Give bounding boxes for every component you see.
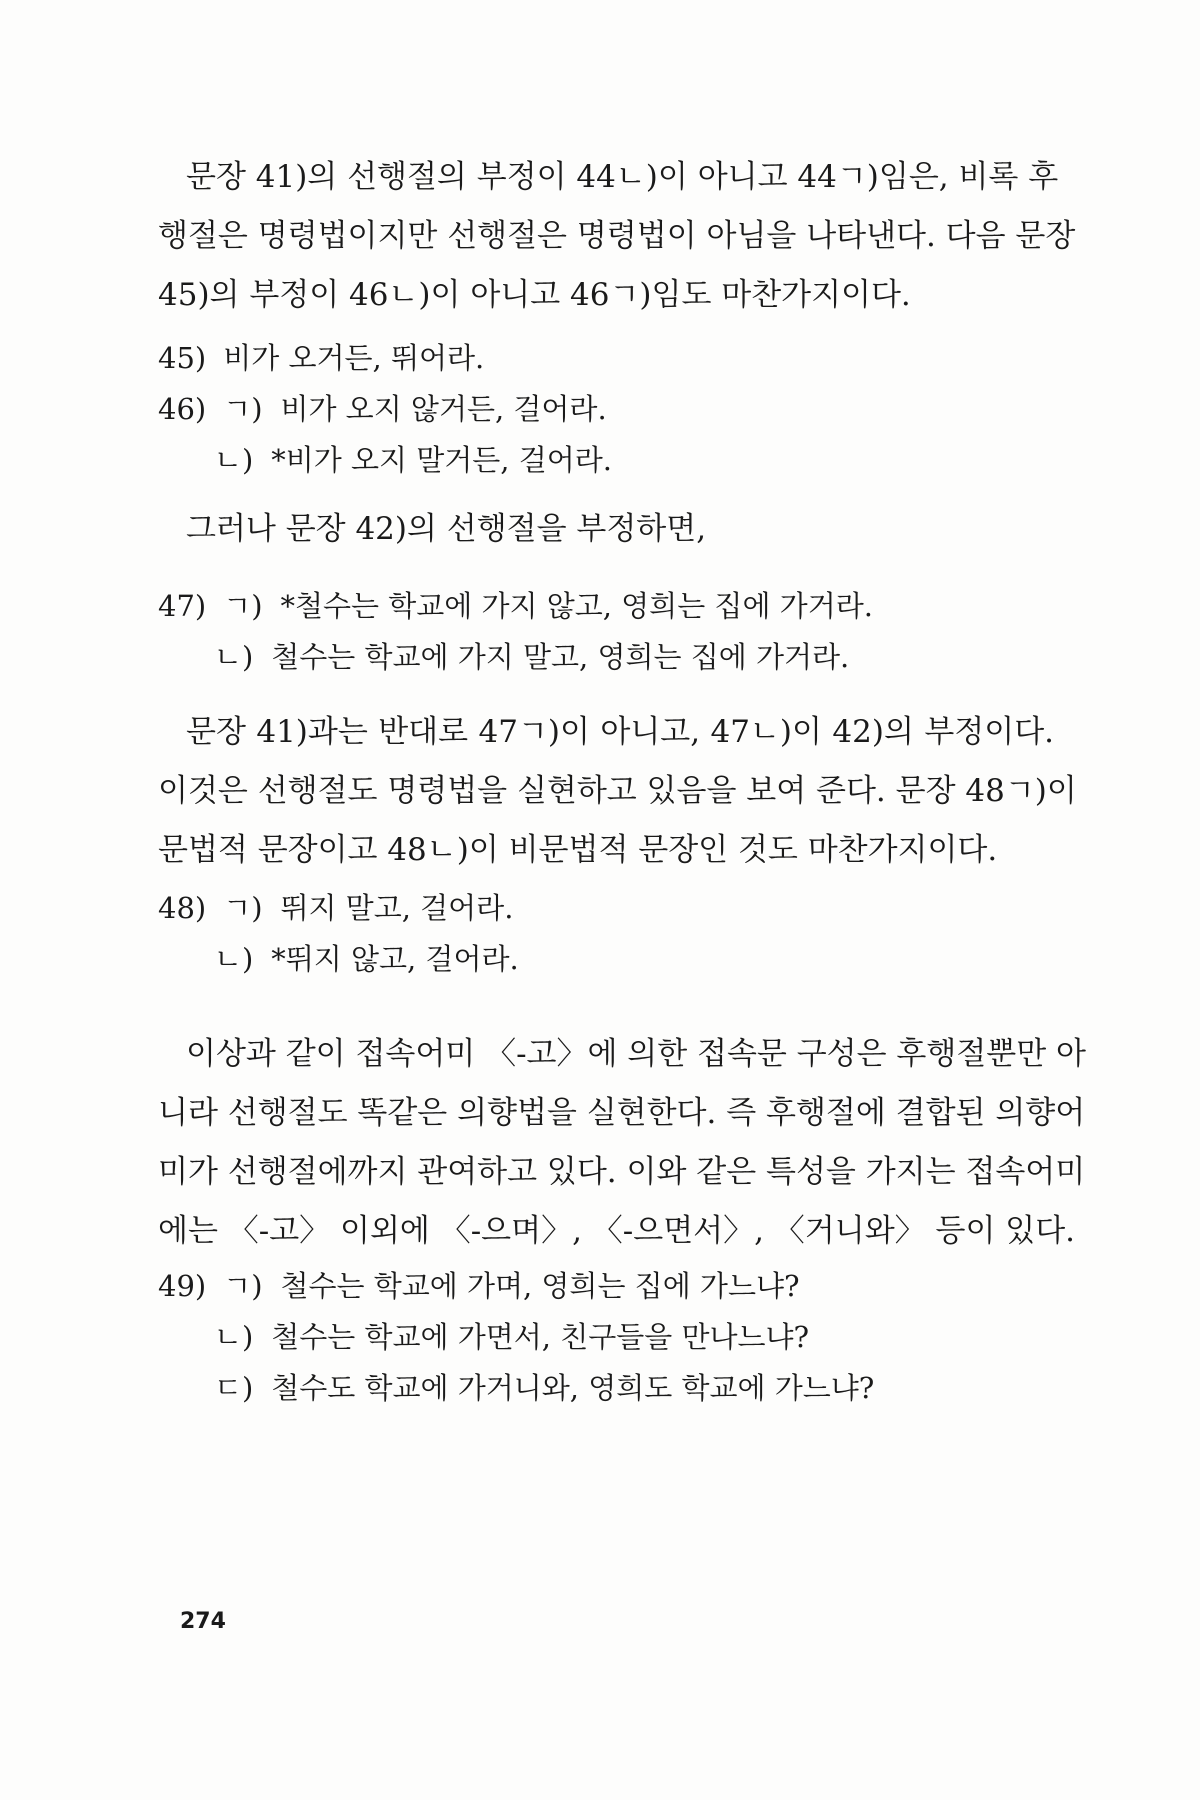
paragraph-2: [158, 500, 1054, 559]
example-marker: ㄱ): [223, 589, 263, 623]
page-number: 274: [180, 1609, 226, 1634]
paragraph-line: 이상과 같이 접속어미 〈-고〉에 의한 접속문 구성은 후행절뿐만 아: [186, 1036, 1086, 1072]
example-45: [158, 333, 484, 384]
example-number: 45): [158, 341, 207, 375]
example-marker: ㄴ): [214, 942, 254, 976]
example-number: 47): [158, 589, 207, 623]
example-number: 46): [158, 392, 207, 426]
example-text: 철수는 학교에 가며, 영희는 집에 가느냐?: [280, 1269, 800, 1303]
paragraph-1: [158, 148, 1076, 325]
example-marker: ㄷ): [214, 1371, 254, 1405]
example-46b: [214, 435, 612, 486]
paragraph-4: [158, 1025, 1086, 1261]
example-text: 철수도 학교에 가거니와, 영희도 학교에 가느냐?: [271, 1371, 875, 1405]
example-marker: ㄴ): [214, 1320, 254, 1354]
paragraph-line: 니라 선행절도 똑같은 의향법을 실현한다. 즉 후행절에 결합된 의향어: [158, 1095, 1086, 1131]
paragraph-line: 행절은 명령법이지만 선행절은 명령법이 아님을 나타낸다. 다음 문장: [158, 218, 1076, 254]
example-text: 뛰지 말고, 걸어라.: [280, 891, 514, 925]
example-46a: [158, 384, 607, 435]
example-49b: [214, 1312, 809, 1363]
example-marker: ㄱ): [223, 891, 263, 925]
example-text: *철수는 학교에 가지 않고, 영희는 집에 가거라.: [280, 589, 873, 623]
paragraph-line: 에는 〈-고〉 이외에 〈-으며〉, 〈-으면서〉, 〈거니와〉 등이 있다.: [158, 1213, 1075, 1249]
example-text: 철수는 학교에 가지 말고, 영희는 집에 가거라.: [271, 640, 850, 674]
example-marker: ㄴ): [214, 640, 254, 674]
paragraph-line: 미가 선행절에까지 관여하고 있다. 이와 같은 특성을 가지는 접속어미: [158, 1154, 1086, 1190]
example-47a: [158, 581, 873, 632]
paragraph-line: 이것은 선행절도 명령법을 실현하고 있음을 보여 준다. 문장 48ㄱ)이: [158, 773, 1077, 809]
example-marker: ㄱ): [223, 392, 263, 426]
example-number: 48): [158, 891, 207, 925]
paragraph-line: 그러나 문장 42)의 선행절을 부정하면,: [186, 511, 707, 547]
paragraph-line: 문장 41)의 선행절의 부정이 44ㄴ)이 아니고 44ㄱ)임은, 비록 후: [186, 159, 1059, 195]
example-marker: ㄱ): [223, 1269, 263, 1303]
example-48b: [214, 934, 519, 985]
example-47b: [214, 632, 849, 683]
example-text: 비가 오거든, 뛰어라.: [223, 341, 485, 375]
paragraph-3: [158, 703, 1077, 880]
paragraph-line: 문법적 문장이고 48ㄴ)이 비문법적 문장인 것도 마찬가지이다.: [158, 832, 998, 868]
example-48a: [158, 883, 513, 934]
paragraph-line: 45)의 부정이 46ㄴ)이 아니고 46ㄱ)임도 마찬가지이다.: [158, 277, 911, 313]
paragraph-line: 문장 41)과는 반대로 47ㄱ)이 아니고, 47ㄴ)이 42)의 부정이다.: [186, 714, 1054, 750]
example-49c: [214, 1363, 874, 1414]
example-49a: [158, 1261, 800, 1312]
example-marker: ㄴ): [214, 443, 254, 477]
example-number: 49): [158, 1269, 207, 1303]
example-text: *비가 오지 말거든, 걸어라.: [271, 443, 612, 477]
example-text: 철수는 학교에 가면서, 친구들을 만나느냐?: [271, 1320, 810, 1354]
example-text: *뛰지 않고, 걸어라.: [271, 942, 519, 976]
example-text: 비가 오지 않거든, 걸어라.: [280, 392, 607, 426]
